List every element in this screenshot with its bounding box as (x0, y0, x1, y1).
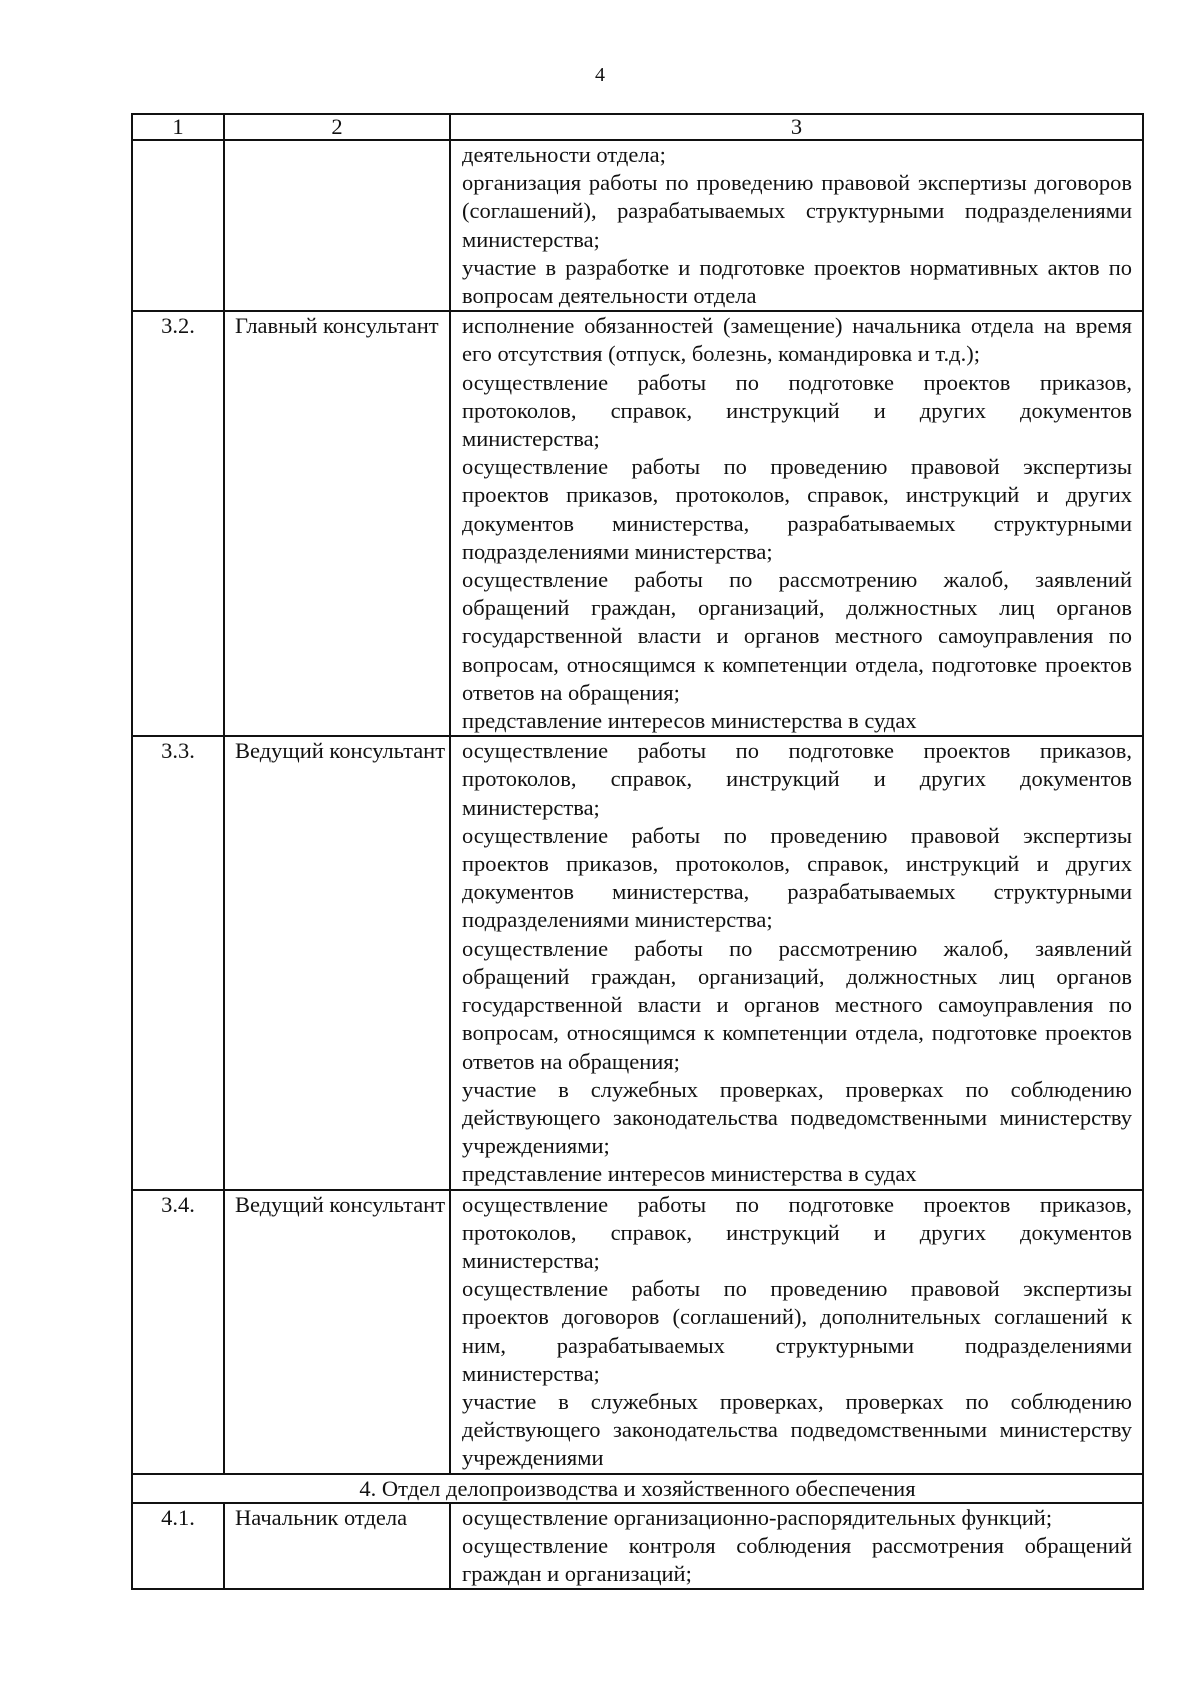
row-number: 3.3. (132, 736, 224, 1189)
table-header-row (132, 114, 1143, 140)
duty-item: осуществление работы по подготовке проектов приказов, протоколов, справок, инструкций и других документов министерства; (462, 738, 1132, 820)
duty-item: организация работы по проведению правовой экспертизы договоров (соглашений), разрабатываемых структурными подразделениями министерства; (462, 170, 1132, 252)
duty-item: осуществление работы по проведению правовой экспертизы проектов приказов, протоколов, справок, инструкций и других документов министерства, разрабатываемых структурными подразделениями министерства; (462, 822, 1132, 933)
column-header-position: 2 (224, 114, 450, 140)
duty-item: осуществление работы по рассмотрению жалоб, заявлений обращений граждан, организаций, должностных лиц органов государственной власти и органов местного самоуправления по вопросам, относящимся к компетенции отдела, подготовке проектов ответов на обращения; (462, 935, 1132, 1074)
row-duties (450, 736, 1143, 1189)
table-row (132, 311, 1143, 736)
row-position: Начальник отдела (224, 1503, 450, 1590)
page-number: 4 (595, 64, 605, 86)
duties-table (131, 113, 1144, 1590)
column-header-duties: 3 (450, 114, 1143, 140)
row-position: Ведущий консультант (224, 736, 450, 1189)
duty-item: осуществление работы по проведению правовой экспертизы проектов приказов, протоколов, справок, инструкций и других документов министерства, разрабатываемых структурными подразделениями министерства; (462, 454, 1132, 564)
row-duties (450, 140, 1143, 311)
row-duties (450, 1503, 1143, 1590)
row-position (224, 140, 450, 311)
duty-item: участие в разработке и подготовке проектов нормативных актов по вопросам деятельности отдела (462, 254, 1132, 309)
row-number: 4.1. (132, 1503, 224, 1590)
duty-item: осуществление работы по проведению правовой экспертизы проектов договоров (соглашений), дополнительных соглашений к ним, разрабатываемых структурными подразделениями министерства; (462, 1276, 1132, 1386)
duty-item: участие в служебных проверках, проверках по соблюдению действующего законодательства подведомственными министерству учреждениями (462, 1388, 1132, 1471)
row-position: Ведущий консультант (224, 1190, 450, 1474)
duty-item: осуществление работы по подготовке проектов приказов, протоколов, справок, инструкций и других документов министерства; (462, 369, 1132, 452)
column-header-number: 1 (132, 114, 224, 140)
table-row (132, 1503, 1143, 1590)
row-duties (450, 1190, 1143, 1474)
duty-item: осуществление организационно-распорядительных функций; (462, 1504, 1053, 1530)
row-number: 3.4. (132, 1190, 224, 1474)
duty-item: деятельности отдела; (462, 142, 666, 167)
duty-item: представление интересов министерства в судах (462, 708, 917, 734)
table-row (132, 1190, 1143, 1474)
table-row (132, 736, 1143, 1189)
duty-item: представление интересов министерства в судах (462, 1161, 917, 1187)
duty-item: участие в служебных проверках, проверках по соблюдению действующего законодательства подведомственными министерству учреждениями; (462, 1076, 1132, 1159)
section-heading-row (132, 1474, 1143, 1503)
table-row (132, 140, 1143, 311)
duty-item: осуществление работы по рассмотрению жалоб, заявлений обращений граждан, организаций, должностных лиц органов государственной власти и органов местного самоуправления по вопросам, относящимся к компетенции отдела, подготовке проектов ответов на обращения; (462, 567, 1132, 705)
row-duties (450, 311, 1143, 736)
row-position: Главный консультант (224, 311, 450, 736)
row-number (132, 140, 224, 311)
section-heading: 4. Отдел делопроизводства и хозяйственного обеспечения (132, 1474, 1143, 1503)
duty-item: исполнение обязанностей (замещение) начальника отдела на время его отсутствия (отпуск, болезнь, командировка и т.д.); (462, 313, 1132, 367)
duty-item: осуществление работы по подготовке проектов приказов, протоколов, справок, инструкций и других документов министерства; (462, 1191, 1132, 1273)
duty-item: осуществление контроля соблюдения рассмотрения обращений граждан и организаций; (462, 1532, 1132, 1586)
row-number: 3.2. (132, 311, 224, 736)
